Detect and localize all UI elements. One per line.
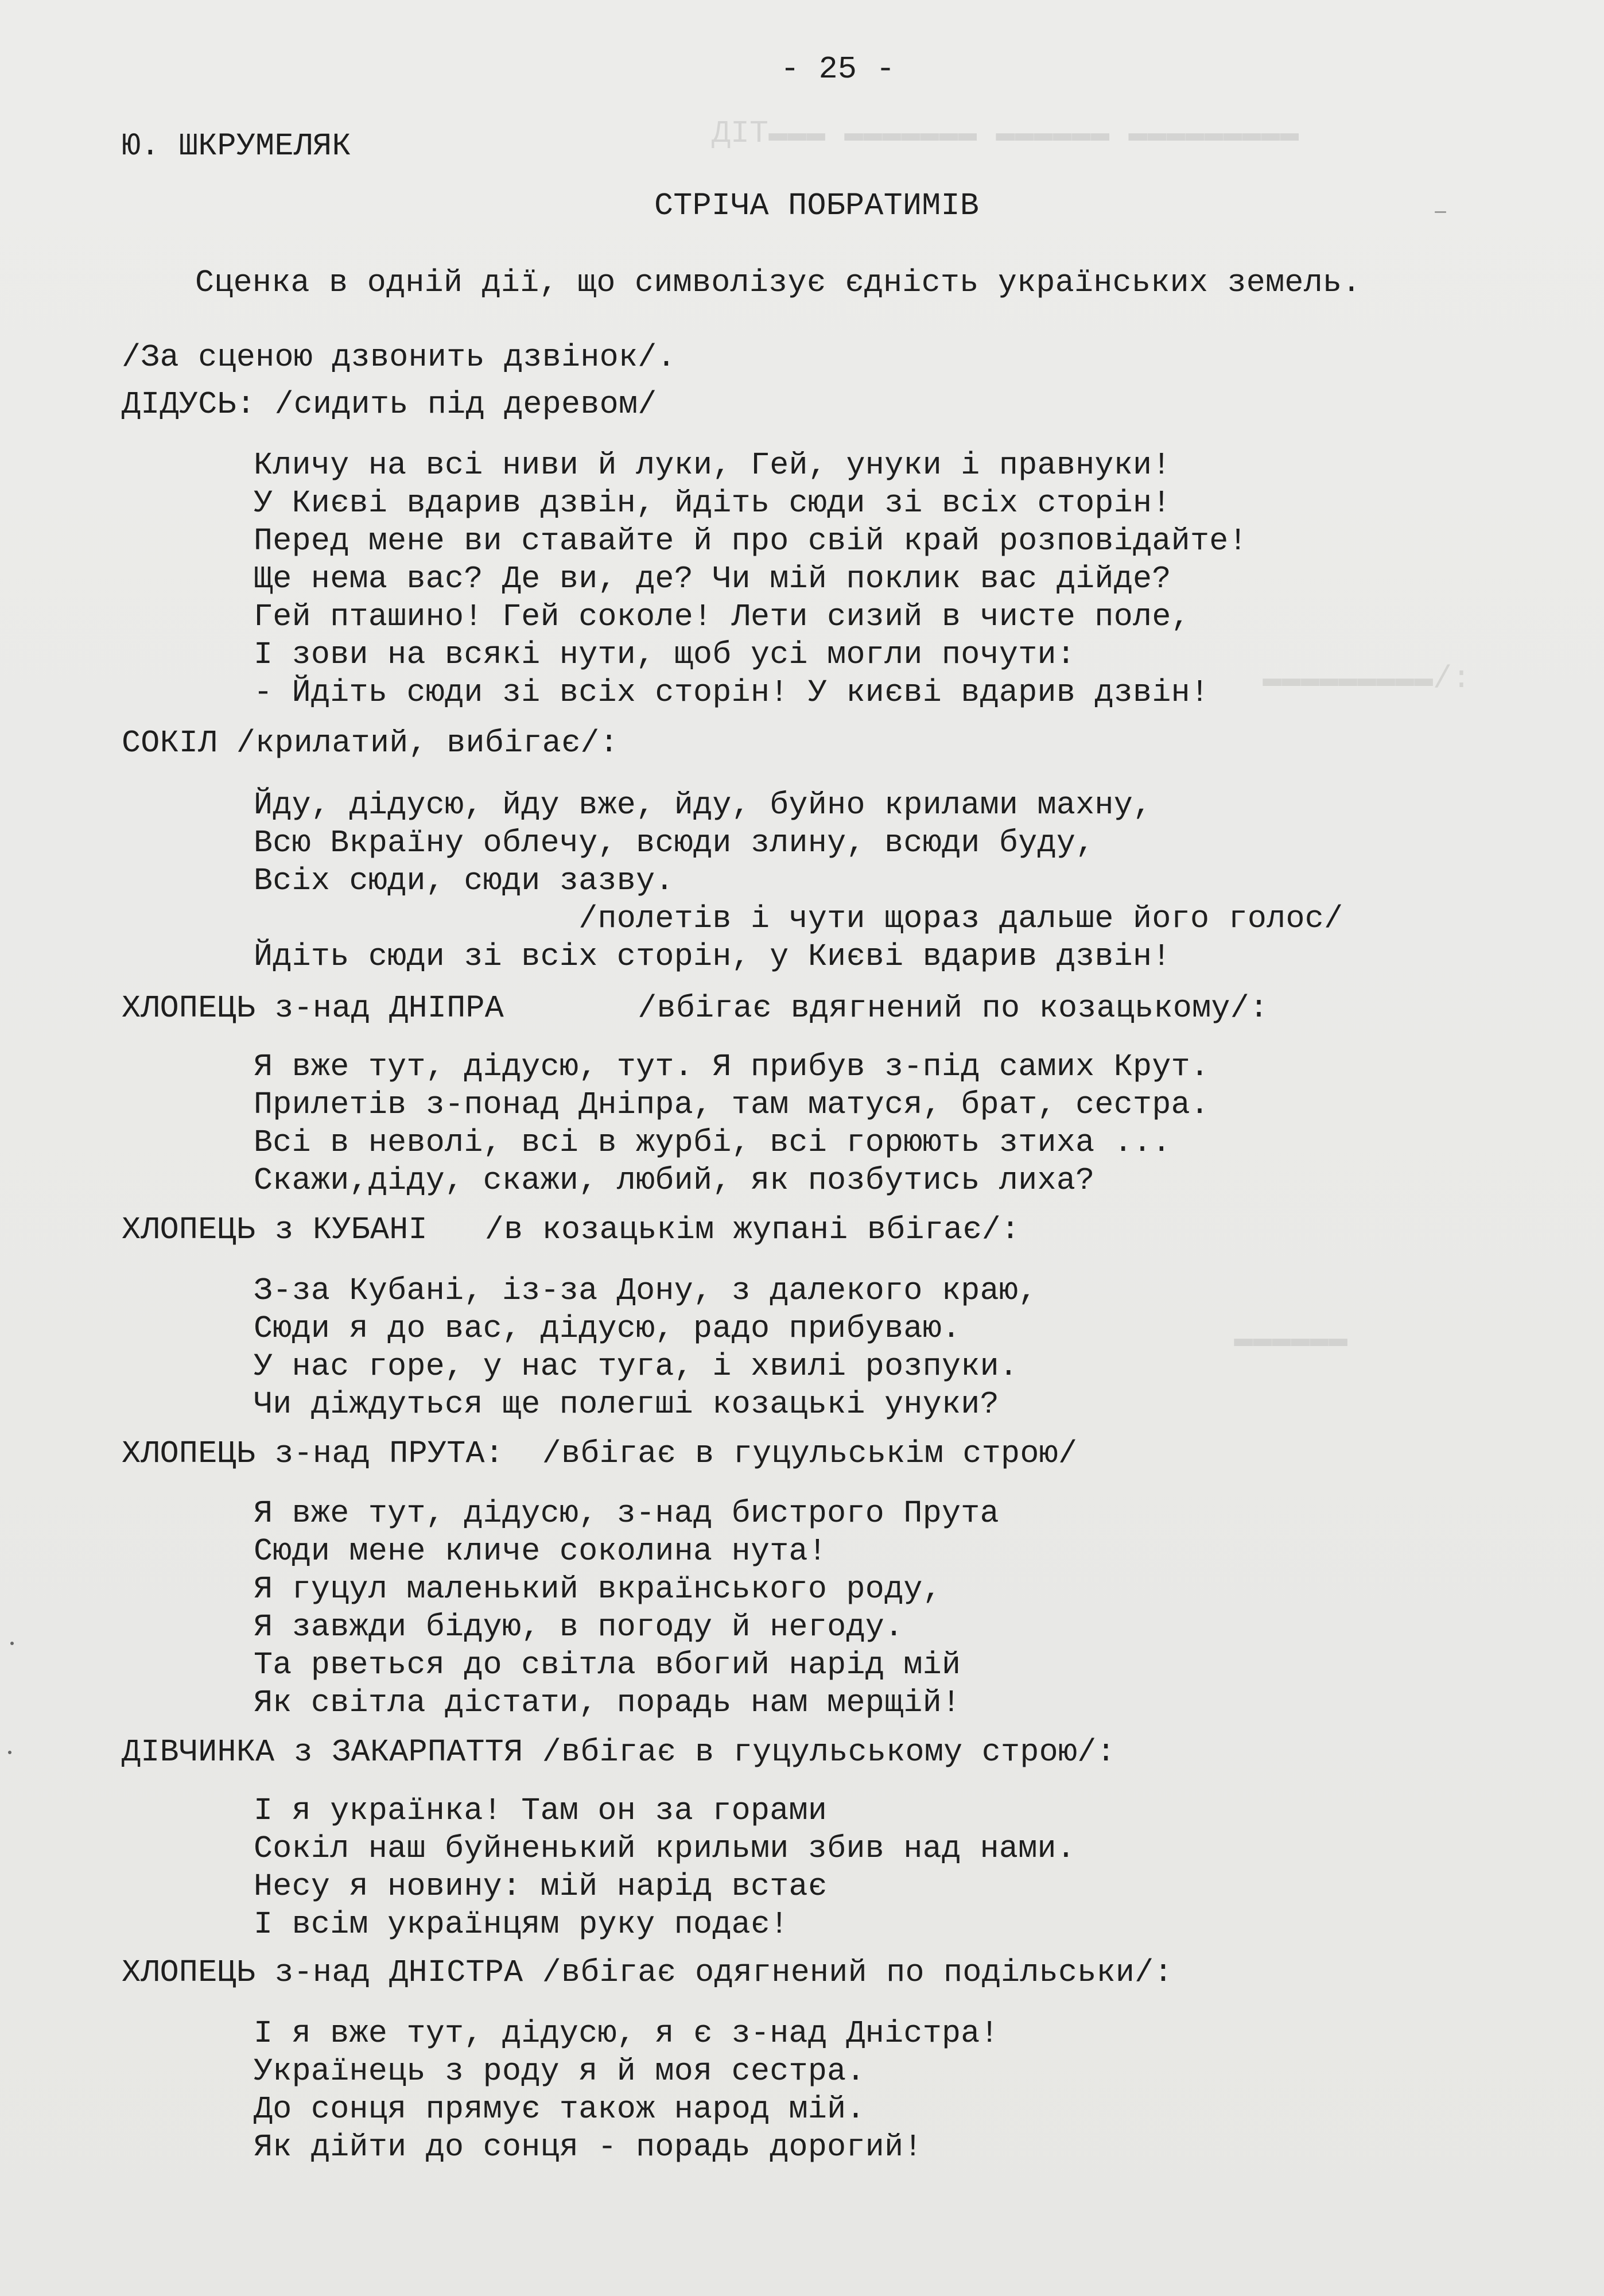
speaker-line: ХЛОПЕЦЬ з-над ДНІСТРА /вбігає одягнений по подільськи/: (122, 1954, 1173, 1991)
verse-line: Несу я новину: мій нарід встає (254, 1868, 828, 1905)
subtitle: Сценка в одній дії, що символізує єдність українських земель. (195, 265, 1361, 301)
bleed-through-ghost: ДІТ▬▬▬ ▬▬▬▬▬▬▬ ▬▬▬▬▬▬ ▬▬▬▬▬▬▬▬▬ (712, 115, 1299, 152)
verse-line: Сюди мене кличе соколина нута! (254, 1533, 828, 1569)
verse-line: Ще нема вас? Де ви, де? Чи мій поклик вас дійде? (254, 561, 1171, 597)
speaker-line: ДІВЧИНКА з ЗАКАРПАТТЯ /вбігає в гуцульському строю/: (122, 1734, 1116, 1770)
stage-direction: /За сценою дзвонить дзвінок/. (122, 339, 676, 375)
verse-line: У нас горе, у нас туга, і хвилі розпуки. (254, 1348, 1019, 1384)
paper-speck (8, 1751, 11, 1754)
verse-line: Всі в неволі, всі в журбі, всі горюють зтиха ... (254, 1124, 1171, 1161)
speaker-line: ХЛОПЕЦЬ з-над ДНІПРА /вбігає вдягнений по козацькому/: (122, 990, 1269, 1026)
verse-line: Всіх сюди, сюди зазву. (254, 863, 674, 899)
verse-line: Українець з роду я й моя сестра. (254, 2053, 865, 2089)
verse-line: Чи діждуться ще полегші козацькі унуки? (254, 1386, 999, 1422)
author: Ю. ШКРУМЕЛЯК (122, 128, 351, 164)
page-title: СТРІЧА ПОБРАТИМІВ (654, 188, 980, 224)
verse-line: Я вже тут, дідусю, з-над бистрого Прута (254, 1495, 999, 1531)
verse-line: Я гуцул маленький вкраїнського роду, (254, 1571, 942, 1607)
verse-line: І всім українцям руку подає! (254, 1906, 789, 1942)
bleed-through-ghost: ▬▬▬▬▬▬ (1234, 1321, 1348, 1357)
verse-line: І я українка! Там он за горами (254, 1793, 828, 1829)
verse-line: Кличу на всі ниви й луки, Гей, унуки і правнуки! (254, 447, 1171, 483)
verse-line: Сокіл наш буйненький крильми збив над нами. (254, 1830, 1076, 1867)
verse-line: Як світла дістати, порадь нам мерщій! (254, 1685, 961, 1721)
bleed-through-ghost: ▬▬▬▬▬▬▬▬▬/: (1263, 661, 1471, 697)
verse-line: І я вже тут, дідусю, я є з-над Дністра! (254, 2015, 999, 2051)
verse-line: Йду, дідусю, йду вже, йду, буйно крилами махну, (254, 787, 1152, 823)
verse-line: Гей пташино! Гей соколе! Лети сизий в чисте поле, (254, 599, 1190, 635)
verse-line: До сонця прямує також народ мій. (254, 2091, 865, 2127)
verse-line: Перед мене ви ставайте й про свій край розповідайте! (254, 523, 1248, 559)
verse-line: Я вже тут, дідусю, тут. Я прибув з-під самих Крут. (254, 1049, 1210, 1085)
stage-direction: /полетів і чути щораз дальше його голос/ (254, 901, 1343, 937)
verse-line: З-за Кубані, із-за Дону, з далекого краю, (254, 1273, 1038, 1309)
verse-line: У Києві вдарив дзвін, йдіть сюди зі всіх сторін! (254, 485, 1171, 521)
speaker-line: ХЛОПЕЦЬ з-над ПРУТА: /вбігає в гуцульськім строю/ (122, 1436, 1078, 1472)
verse-line: Скажи,діду, скажи, любий, як позбутись лиха? (254, 1162, 1095, 1199)
verse-line: Йдіть сюди зі всіх сторін, у Києві вдарив дзвін! (254, 938, 1171, 975)
verse-line: Як дійти до сонця - порадь дорогий! (254, 2129, 923, 2165)
verse-line: Всю Вкраїну облечу, всюди злину, всюди буду, (254, 825, 1095, 861)
page-number: - 25 - (780, 51, 895, 87)
verse-line: Прилетів з-понад Дніпра, там матуся, брат, сестра. (254, 1087, 1210, 1123)
paper-speck (10, 1642, 14, 1645)
verse-line: Я завжди бідую, в погоду й негоду. (254, 1609, 904, 1645)
verse-line: І зови на всякі нути, щоб усі могли почути: (254, 637, 1076, 673)
speaker-line: ХЛОПЕЦЬ з КУБАНІ /в козацькім жупані вбігає/: (122, 1212, 1020, 1248)
verse-line: - Йдіть сюди зі всіх сторін! У києві вдарив дзвін! (254, 674, 1210, 711)
paper-speck (1435, 211, 1446, 213)
verse-line: Сюди я до вас, дідусю, радо прибуваю. (254, 1310, 961, 1347)
verse-line: Та рветься до світла вбогий нарід мій (254, 1647, 961, 1683)
speaker-line: СОКІЛ /крилатий, вибігає/: (122, 725, 619, 761)
speaker-line: ДІДУСЬ: /сидить під деревом/ (122, 386, 657, 422)
